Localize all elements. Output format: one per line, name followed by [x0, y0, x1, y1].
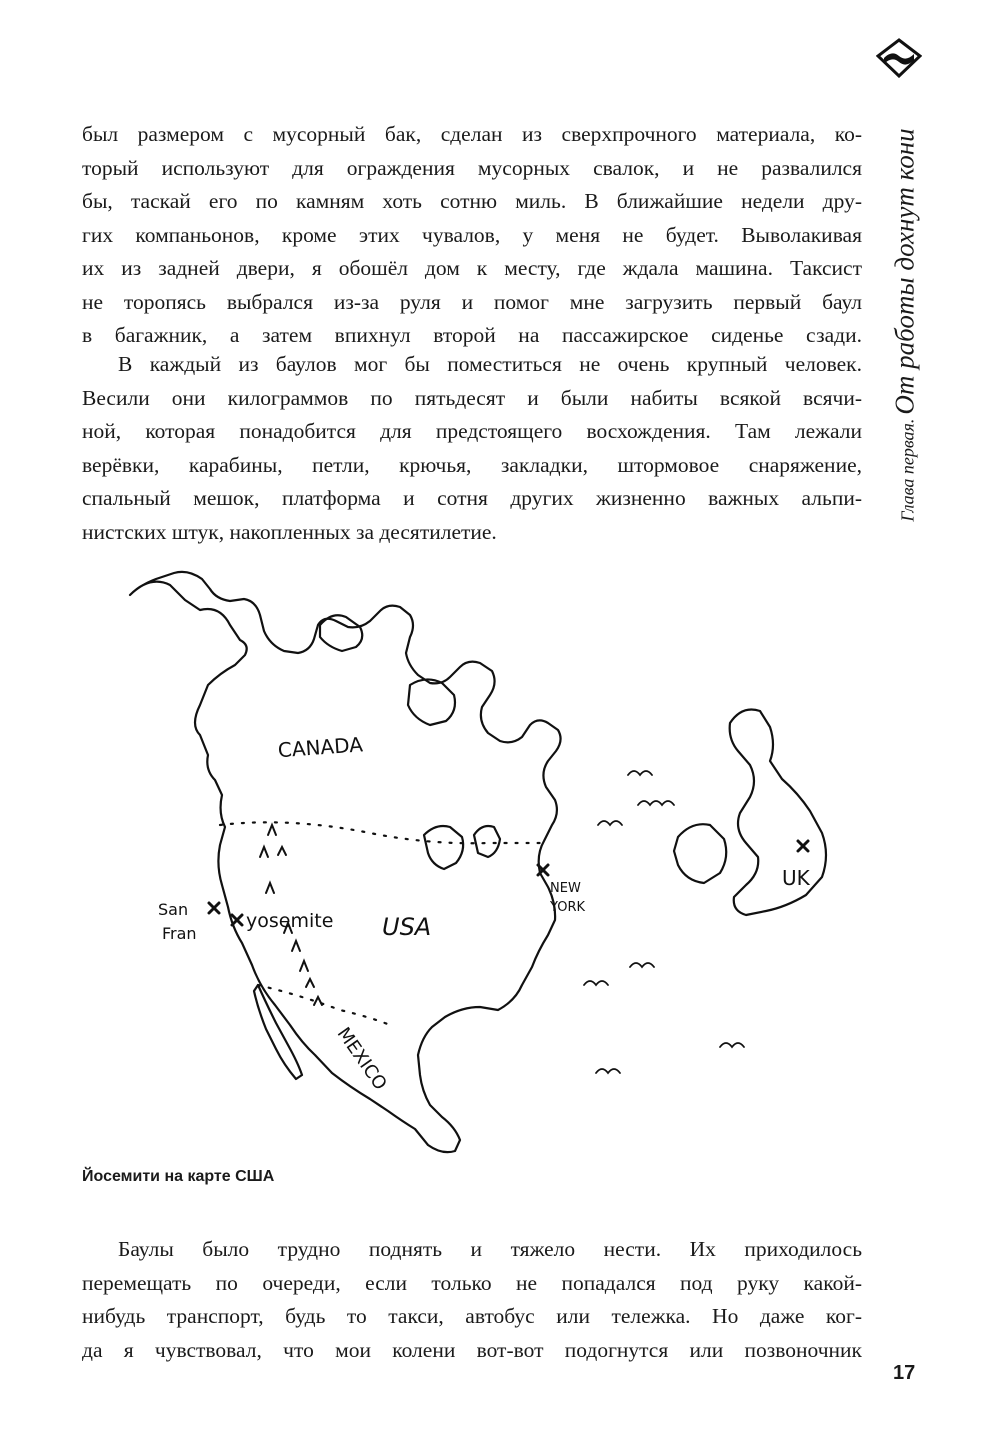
text-line: верёвки, карабины, петли, крючья, закладки, штормовое снаряжение,: [82, 452, 862, 477]
text-line: спальный мешок, платформа и сотня других жизненно важных альпи-: [82, 486, 862, 510]
yosemite-label: yosemite: [246, 910, 334, 932]
text-line: их из задней двери, я обошёл дом к месту, где ждала машина. Таксист: [82, 256, 862, 280]
great-lakes-outline: [474, 826, 500, 857]
paragraph-2: [82, 348, 862, 549]
yosemite-marker-icon: [232, 915, 242, 925]
usa-mexico-border: [258, 985, 390, 1025]
text-line: нистских штук, накопленных за десятилетие.: [82, 519, 497, 544]
canada-label: CANADA: [277, 732, 364, 763]
text-line: нибудь транспорт, будь то такси, автобус или тележка. Но даже ког-: [82, 1304, 862, 1328]
publisher-logo-icon: [876, 38, 922, 78]
island-outline: [320, 615, 362, 651]
uk-marker-icon: [798, 841, 808, 851]
running-head-chapter: Глава первая.: [897, 418, 918, 522]
text-line: торый используют для ограждения мусорных свалок, и не развалился: [82, 155, 862, 180]
text-line: в багажник, а затем впихнул второй на пассажирское сиденье сзади.: [82, 323, 862, 347]
paragraph-3: [82, 1233, 862, 1367]
text-line: был размером с мусорный бак, сделан из сверхпрочного материала, ко-: [82, 122, 862, 146]
usa-label: USA: [382, 913, 432, 941]
page-number: 17: [893, 1362, 916, 1384]
great-lakes-outline: [424, 826, 463, 869]
new-york-label-2: YORK: [550, 900, 586, 915]
text-line: В каждый из баулов мог бы поместиться не очень крупный человек.: [118, 352, 862, 376]
san-fran-label-2: Fran: [162, 924, 197, 943]
text-line: гих компаньонов, кроме этих чувалов, у меня не будет. Выволакивая: [82, 222, 862, 247]
text-line: Весили они килограммов по пятьдесят и были набиты всякой всячи-: [82, 385, 862, 410]
text-line: не торопясь выбрался из-за руля и помог мне загрузить первый баул: [82, 289, 862, 314]
new-york-label-1: NEW: [550, 881, 581, 896]
figure-caption: Йосемити на карте США: [82, 1168, 275, 1185]
north-america-outline: [130, 572, 561, 1152]
san-fran-label-1: San: [158, 900, 189, 919]
ireland-outline: [674, 824, 726, 883]
text-line: да я чувствовал, что мои колени вот-вот подогнутся или позвоночник: [82, 1337, 862, 1362]
text-line: бы, таскай его по камням хоть сотню миль. В ближайшие недели дру-: [82, 189, 862, 213]
running-head: [880, 110, 930, 540]
text-line: перемещать по очереди, если только не попадался под руку какой-: [82, 1270, 862, 1295]
san-fran-marker-icon: [209, 903, 219, 913]
mexico-label: MEXICO: [332, 1023, 391, 1095]
paragraph-1: [82, 118, 862, 353]
text-line: ной, которая понадобится для предстоящего восхождения. Там лежали: [82, 419, 862, 443]
text-line: Баулы было трудно поднять и тяжело нести. Их приходилось: [118, 1237, 862, 1261]
great-britain-outline: [730, 710, 826, 916]
map-illustration: [70, 555, 910, 1165]
uk-label: UK: [782, 866, 810, 890]
island-outline: [408, 679, 455, 725]
running-head-title: От работы дохнут кони: [889, 128, 920, 415]
